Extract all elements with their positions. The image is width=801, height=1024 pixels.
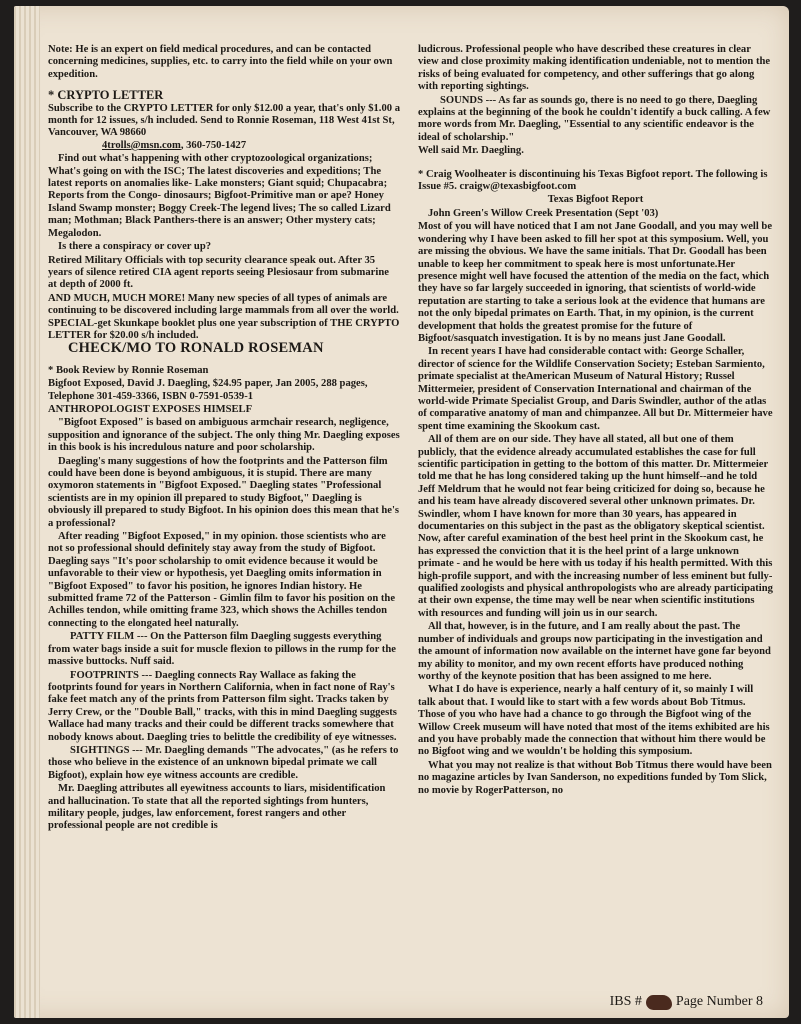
review-paragraph-1: "Bigfoot Exposed" is based on ambiguous armchair research, negligence, supposition and ignorance of the subject. The only thing Mr. Daegling exposes in this book is his incredulous nature and poor scholarship. [48,417,400,454]
review-paragraph-2: Daegling's many suggestions of how the footprints and the Patterson film could have been done is beyond ambiguous, it is stupid. There are many oxymoron statements in "Bigfoot Exposed." Daegling states "Professional scientists are in my opinion ill prepared to study Bigfoot," Daegling is obviously ill prepared to study Bigfoot. In his opinion does this mean that he's a professional? [48,455,400,529]
stacked-page-edges [14,6,40,1018]
review-paragraph-5: FOOTPRINTS --- Daegling connects Ray Wallace as faking the footprints found for years in Northern California, when in fact none of Ray's fake feet match any of the prints from Patterson film sight. Tracks taken by Jerry Crew, or the "Double Ball," tracks, with this in mind Daegling suggests Wallace had many tracks and their could be different tracks somewhere that nobody knows about. Daegling tries to belittle the credibility of eye witnesses. [48,669,397,743]
right-paragraph-2: SOUNDS --- As far as sounds go, there is no need to go there, Daegling explains at the beginning of the book he couldn't identify a buck calling. A few more words from Mr. Daegling, "Essential to any scientific endeavor is the ideal of scholarship." [418,94,771,143]
texas-report-intro: * Craig Woolheater is discontinuing his Texas Bigfoot report. The following is Issue #5. craigw@texasbigfoot.com [418,168,768,193]
right-paragraph-4: Most of you will have noticed that I am not Jane Goodall, and you may well be wondering why I have been asked to fill her spot at this symposium. Well, you are missing the obvious. We have the same initials. That Dr. Goodall has been unable to keep her commitment to speak here is most unfortunate.Her presence might well have focused the attention of the media on the fact, which they have so far largely succeeded in ignoring, that scientists of world-wide reputation are starting to take a serious look at the evidence that humans are not the only bipedal primates on Earth. That, in my opinion, is the current development that holds the greatest promise for the future of Bigfoot/sasquatch investigation. It is by no means just Jane Goodall. [418,221,773,344]
check-mo-line: CHECK/MO TO RONALD ROSEMAN [68,340,324,357]
crypto-email-link[interactable]: 4trolls@msn.com [102,139,181,151]
crypto-paragraph-4: AND MUCH, MUCH MORE! Many new species of all types of animals are continuing to be discovered including large mammals from all over the world. SPECIAL-get Skunkape booklet plus one year subscription of THE CRYPTO LETTER for $20.00 s/h included.CHECK/MO TO RONALD ROSEMAN [48,292,400,357]
right-paragraph-9: What you may not realize is that without Bob Titmus there would have been no magazine articles by Ivan Sanderson, no expeditions funded by Tom Slick, no movie by RogerPatterson, no [418,759,772,796]
right-paragraph-1: ludicrous. Professional people who have described these creatures in clear view and close proximity making identification undeniable, not to mention the risks of being evaluated for competency, and other sufferings that go along with reporting sightings. [418,44,771,93]
newsletter-page [14,6,789,1018]
right-column [418,44,773,989]
crypto-paragraph-1: Find out what's happening with other cryptozoological organizations; What's going on with the ISC; The latest discoveries and expeditions; The latest reports on anomalies like- Lake monsters; Giant squid; Chupacabra; Reports from the Congo- dinosaurs; Bigfoot-Primitive man or ape? Honey Island Swamp monster; Boggy Creek-The legend lives; The so called Lizard man; Mothman; Black Panthers-there is an answer; Other mystery cats; Megalodon. [48,153,391,239]
review-paragraph-6: SIGHTINGS --- Mr. Daegling demands "The advocates," (as he refers to those who believe in the existence of an unknown bipedal primate we call Bigfoot), explain how eye witness accounts are credible. [48,744,399,781]
book-review-details: Bigfoot Exposed, David J. Daegling, $24.95 paper, Jan 2005, 288 pages, Telephone 301-459-3366, ISBN 0-7591-0539-1 [48,378,368,402]
page-number: Page Number 8 [675,994,763,1009]
texas-report-title: Texas Bigfoot Report [547,194,644,206]
crypto-letter-title: * CRYPTO LETTER [48,88,164,103]
bigfoot-logo-icon [646,995,672,1010]
book-review-title: * Book Review by Ronnie Roseman [48,364,209,376]
note-paragraph: Note: He is an expert on field medical procedures, and can be contacted concerning medicines, supplies, etc. to carry into the field while on your own expedition. [48,44,393,80]
right-paragraph-6: All of them are on our side. They have all stated, all but one of them publicly, that the evidence already accumulated establishes the case for full scientific participation in getting to the bottom of this matter. Dr. Mittermeier told me that he has long considered taking up the hunt himself--and he told Jeff Meldrum that he would not fear being criticized for doing so, because he and his team have already discovered several other unknown primates. Dr. Swindler, whom I have known for more than 30 years, has appeared in documentaries on this subject in the past as the obligatory skeptical scientist. Now, after careful examination of the best heel print in the Skookum cast, he has expressed the conviction that it is the heel print of a large unknown primate - and he would be here with us today if his health permitted. With this high-profile support, and with the increasing number of less eminent but fully-qualified zoologists and physical anthropologists who are already participating at their own expense, the time may well be near when scientific institutions with resources and funding will join us in our search. [418,434,773,619]
crypto-paragraph-2: Is there a conspiracy or cover up? [58,241,212,253]
presentation-subtitle: John Green's Willow Creek Presentation (Sept '03) [428,207,659,219]
page-footer [610,994,763,1010]
footer-prefix: IBS # [609,994,642,1009]
right-paragraph-7: All that, however, is in the future, and I am really about the past. The number of individuals and groups now participating in the investigation and the amount of information now available on the internet have gone far beyond my ability to monitor, and my own recent efforts have produced nothing worthy of the keynote position that has been assigned to me here. [418,621,771,682]
review-paragraph-4: PATTY FILM --- On the Patterson film Daegling suggests everything from water bags inside a suit for muscle flexion to pillows in the rump for the massive buttocks. Nuff said. [48,631,396,668]
crypto-paragraph-3: Retired Military Officials with top security clearance speak out. After 35 years of silence retired CIA agent reports seeing Plesiosaur from submarine at depth of 2000 ft. [48,254,389,291]
right-paragraph-3: Well said Mr. Daegling. [418,145,524,157]
review-paragraph-3: After reading "Bigfoot Exposed," in my opinion. those scientists who are not so professional should definitely stay away from the study of Bigfoot. Daegling says "It's poor scholarship to omit evidence because it would be unfavorable to their view or hypothesis, yet Daegling omits information in "Bigfoot Exposed" to favor his position, he ignores Indian history. He submitted frame 72 of the Patterson - Gimlin film to favor his position on the Achilles tendon, while omitting frame 323, which shows the Achilles tendon connecting to the elongated heel naturally. [48,531,396,629]
review-paragraph-7: Mr. Daegling attributes all eyewitness accounts to liars, misidentification and hallucination. To state that all the reported sightings from hunters, military people, judges, law enforcement, forest rangers and other professional people are not credible is [48,783,386,832]
crypto-subscribe: Subscribe to the CRYPTO LETTER for only $12.00 a year, that's only $1.00 a month for 12 issues, s/h included. Send to Ronnie Roseman, 118 West 41st St, Vancouver, WA 98660 4trolls@msn.com, 360-750-1427 [48,102,400,151]
right-paragraph-8: What I do have is experience, nearly a half century of it, so mainly I will talk about that. I would like to start with a few words about Bob Titmus. Those of you who have had a chance to go through the Bigfoot wing of the Willow Creek museum will have noted that most of the items exhibited are his and you have probably made the connection that without him there would be no Bigfoot wing and we wouldn't be holding this symposium. [418,684,770,758]
book-review-headline: ANTHROPOLOGIST EXPOSES HIMSELF [48,403,253,415]
right-paragraph-5: In recent years I have had considerable contact with: George Schaller, director of science for the Wildlife Conservation Society; Esteban Sarmiento, primate specialist at theAmerican Museum of Natural History; Russel Mittermeier, president of Conservation International and chairman of the world-wide Primate Specialist Group, and Daris Swindler, author of the atlas of comparative anatomy of man and chimpanzee. All but Dr. Mittermeier have spent time examining the Skookum cast. [418,346,773,432]
left-column [48,44,400,984]
